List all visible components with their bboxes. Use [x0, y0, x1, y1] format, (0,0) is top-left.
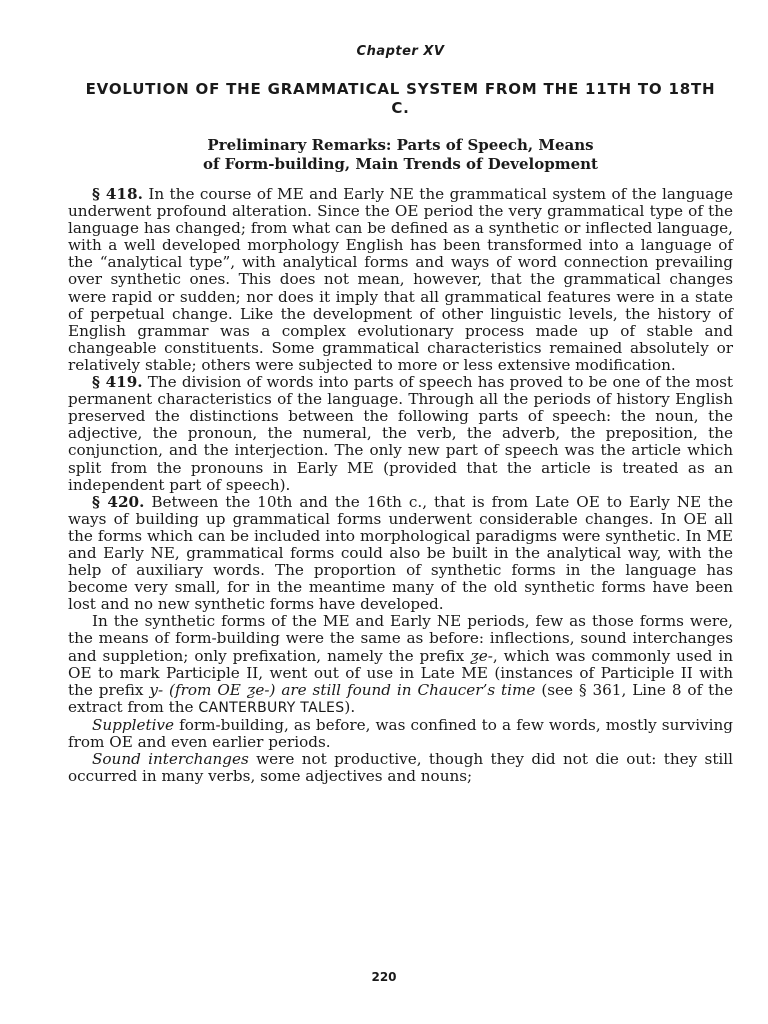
paragraph-text: ). [344, 697, 356, 716]
prefix-y-note: y- (from OE ƺe-) are still found in Chaucer’s time [149, 680, 536, 699]
prefix-ze: ƺe- [470, 646, 493, 665]
paragraph-sound-interchanges [68, 751, 733, 785]
section-number: § 419. [92, 373, 143, 392]
chapter-title: EVOLUTION OF THE GRAMMATICAL SYSTEM FROM THE 11TH TO 18TH C. [85, 80, 716, 117]
paragraph-text: In the course of ME and Early NE the grammatical system of the language underwent profound alteration. Since the OE period the very grammatical type of the language has changed; from what can be defined as a synthetic or inflected language, with a well developed morphology English has been transformed into a language of the “analytical type”, with analytical forms and ways of word connection prevailing over synthetic ones. This does not mean, however, that the grammatical changes were rapid or sudden; nor does it imply that all grammatical features were in a state of perpetual change. Like the development of other linguistic levels, the history of English grammar was a complex evolutionary process made up of stable and changeable constituents. Some grammatical characteristics remained absolutely or relatively stable; others were subjected to more or less extensive modification. [68, 185, 733, 374]
section-number: § 420. [92, 492, 145, 511]
term-suppletive: Suppletive [92, 715, 175, 734]
paragraph-text: Between the 10th and the 16th c., that is from Late OE to Early NE the ways of building up grammatical forms underwent considerable changes. In OE all the forms which can be included into morphological paradigms were synthetic. In ME and Early NE, grammatical forms could also be built in the analytical way, with the help of auxiliary words. The proportion of synthetic forms in the language has become very small, for in the meantime many of the old synthetic forms have been lost and no new synthetic forms have developed. [68, 492, 733, 614]
paragraph-text: (see § 361, Line 8 of the extract from the [68, 680, 733, 716]
book-page [68, 44, 733, 785]
term-sound-interchanges: Sound interchanges [92, 750, 249, 769]
section-subtitle [98, 136, 703, 174]
subtitle-line-2: of Form-building, Main Trends of Development [203, 155, 598, 173]
paragraph-419 [68, 374, 733, 494]
subtitle-line-1: Preliminary Remarks: Parts of Speech, Means [207, 136, 594, 154]
paragraph-418 [68, 186, 733, 374]
section-number: § 418. [92, 185, 143, 203]
work-title: CANTERBURY TALES [198, 699, 345, 716]
paragraph-text: , which was commonly used in OE to mark Participle II, went out of use in Late ME (instances of Participle II with the prefix [68, 646, 734, 699]
paragraph-suppletive [68, 717, 733, 751]
page-number: 220 [371, 970, 397, 984]
paragraph-text: The division of words into parts of speech has proved to be one of the most permanent characteristics of the language. Through all the periods of history English preserved the distinctions between the following parts of speech: the noun, the adjective, the pronoun, the numeral, the verb, the adverb, the preposition, the conjunction, and the interjection. The only new part of speech was the article which split from the pronouns in Early ME (provided that the article is treated as an independent part of speech). [68, 373, 733, 494]
paragraph-text: In the synthetic forms of the ME and Early NE periods, few as those forms were, the means of form-building were the same as before: inflections, sound interchanges and suppletion; only prefixation, namely the prefix [68, 612, 733, 665]
paragraph-420 [68, 494, 733, 614]
paragraph-text: form-building, as before, was confined to a few words, mostly surviving from OE and even earlier periods. [68, 715, 733, 751]
paragraph-text: were not productive, though they did not die out: they still occurred in many verbs, some adjectives and nouns; [68, 750, 734, 786]
chapter-heading: Chapter XV [356, 44, 445, 59]
paragraph-synthetic-forms [68, 613, 733, 717]
